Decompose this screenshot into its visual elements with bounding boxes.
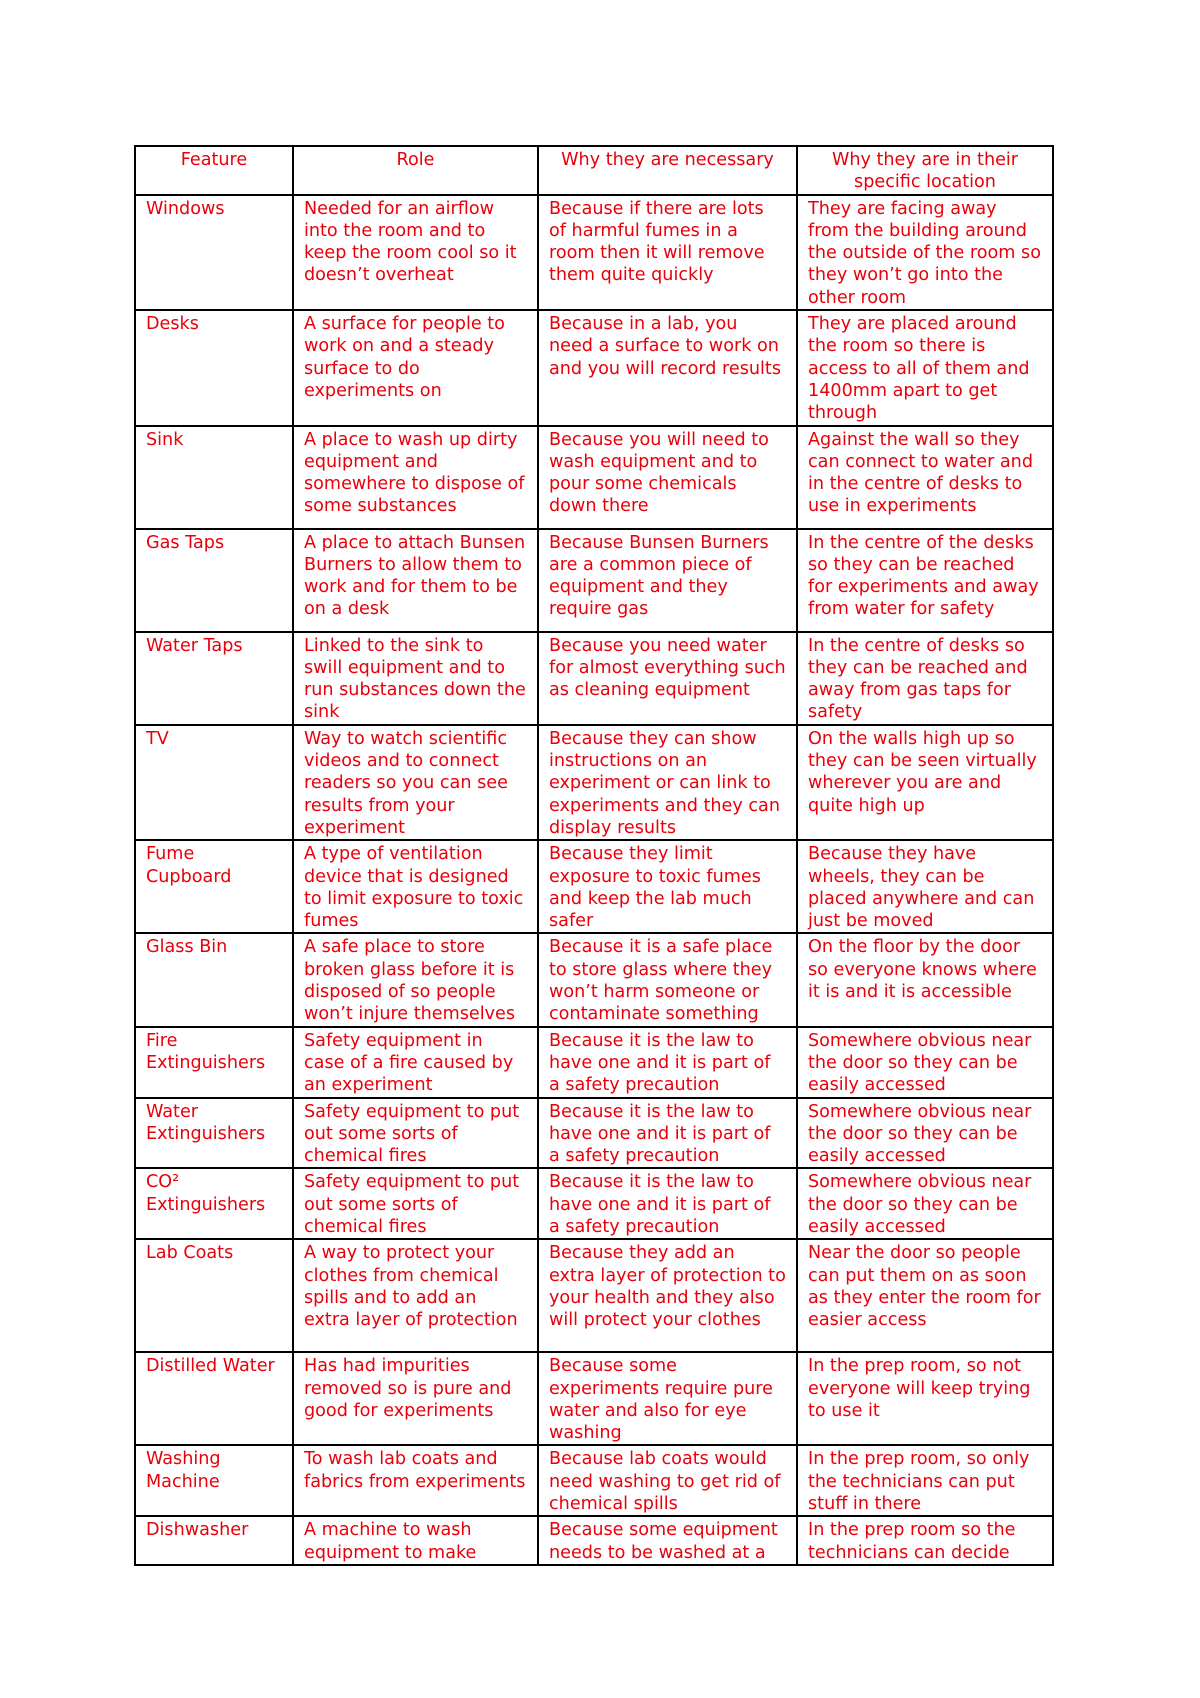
cell-necessary: Because some experiments require pure water and also for eye washing [538, 1352, 797, 1445]
cell-necessary: Because lab coats would need washing to get rid of chemical spills [538, 1445, 797, 1516]
cell-feature: Water Taps [135, 632, 293, 725]
cell-feature: Sink [135, 426, 293, 529]
cell-feature: Gas Taps [135, 529, 293, 632]
cell-feature: Lab Coats [135, 1239, 293, 1352]
cell-role: A way to protect your clothes from chemical spills and to add an extra layer of protection [293, 1239, 538, 1352]
cell-necessary: Because some equipment needs to be washed at a [538, 1516, 797, 1565]
header-why-necessary: Why they are necessary [538, 146, 797, 195]
table-row [135, 1352, 1053, 1445]
table-row [135, 1168, 1053, 1239]
table-row [135, 1027, 1053, 1098]
table-row [135, 725, 1053, 840]
cell-feature: Windows [135, 195, 293, 310]
cell-location: On the walls high up so they can be seen virtually wherever you are and quite high up [797, 725, 1053, 840]
cell-location: Against the wall so they can connect to water and in the centre of desks to use in experiments [797, 426, 1053, 529]
cell-role: A type of ventilation device that is designed to limit exposure to toxic fumes [293, 840, 538, 933]
table-row [135, 632, 1053, 725]
cell-location: On the floor by the door so everyone knows where it is and it is accessible [797, 933, 1053, 1026]
table-row [135, 840, 1053, 933]
cell-feature: Distilled Water [135, 1352, 293, 1445]
cell-location: Because they have wheels, they can be placed anywhere and can just be moved [797, 840, 1053, 933]
cell-necessary: Because you will need to wash equipment and to pour some chemicals down there [538, 426, 797, 529]
cell-necessary: Because in a lab, you need a surface to work on and you will record results [538, 310, 797, 425]
cell-location: Somewhere obvious near the door so they can be easily accessed [797, 1098, 1053, 1169]
cell-feature: Water Extinguishers [135, 1098, 293, 1169]
cell-feature: Dishwasher [135, 1516, 293, 1565]
cell-role: A place to wash up dirty equipment and somewhere to dispose of some substances [293, 426, 538, 529]
cell-feature: CO² Extinguishers [135, 1168, 293, 1239]
cell-location: In the prep room, so only the technicians can put stuff in there [797, 1445, 1053, 1516]
cell-role: Way to watch scientific videos and to connect readers so you can see results from your experiment [293, 725, 538, 840]
cell-location: In the centre of the desks so they can be reached for experiments and away from water for safety [797, 529, 1053, 632]
cell-feature: TV [135, 725, 293, 840]
cell-location: They are facing away from the building around the outside of the room so they won’t go into the other room [797, 195, 1053, 310]
cell-necessary: Because it is the law to have one and it is part of a safety precaution [538, 1098, 797, 1169]
cell-role: Needed for an airflow into the room and to keep the room cool so it doesn’t overheat [293, 195, 538, 310]
cell-location: In the prep room so the technicians can decide [797, 1516, 1053, 1565]
cell-feature: Glass Bin [135, 933, 293, 1026]
cell-location: In the centre of desks so they can be reached and away from gas taps for safety [797, 632, 1053, 725]
cell-role: A machine to wash equipment to make [293, 1516, 538, 1565]
header-role: Role [293, 146, 538, 195]
cell-location: In the prep room, so not everyone will keep trying to use it [797, 1352, 1053, 1445]
table-row [135, 195, 1053, 310]
cell-role: A place to attach Bunsen Burners to allow them to work and for them to be on a desk [293, 529, 538, 632]
cell-necessary: Because if there are lots of harmful fumes in a room then it will remove them quite quickly [538, 195, 797, 310]
header-why-location: Why they are in their specific location [797, 146, 1053, 195]
cell-role: Has had impurities removed so is pure and good for experiments [293, 1352, 538, 1445]
table-row [135, 1516, 1053, 1565]
cell-location: Somewhere obvious near the door so they can be easily accessed [797, 1027, 1053, 1098]
cell-role: Safety equipment to put out some sorts of chemical fires [293, 1168, 538, 1239]
cell-necessary: Because it is the law to have one and it is part of a safety precaution [538, 1027, 797, 1098]
cell-necessary: Because Bunsen Burners are a common piece of equipment and they require gas [538, 529, 797, 632]
table-row [135, 1098, 1053, 1169]
cell-role: Safety equipment in case of a fire caused by an experiment [293, 1027, 538, 1098]
cell-necessary: Because you need water for almost everything such as cleaning equipment [538, 632, 797, 725]
table-row [135, 933, 1053, 1026]
table-row [135, 310, 1053, 425]
cell-necessary: Because they limit exposure to toxic fumes and keep the lab much safer [538, 840, 797, 933]
table-row [135, 1445, 1053, 1516]
cell-role: Safety equipment to put out some sorts of chemical fires [293, 1098, 538, 1169]
cell-location: They are placed around the room so there is access to all of them and 1400mm apart to get through [797, 310, 1053, 425]
cell-role: A surface for people to work on and a steady surface to do experiments on [293, 310, 538, 425]
cell-location: Near the door so people can put them on as soon as they enter the room for easier access [797, 1239, 1053, 1352]
table-header-row [135, 146, 1053, 195]
cell-role: Linked to the sink to swill equipment and to run substances down the sink [293, 632, 538, 725]
header-feature: Feature [135, 146, 293, 195]
cell-necessary: Because it is a safe place to store glass where they won’t harm someone or contaminate something [538, 933, 797, 1026]
cell-location: Somewhere obvious near the door so they can be easily accessed [797, 1168, 1053, 1239]
table-row [135, 426, 1053, 529]
cell-feature: Desks [135, 310, 293, 425]
table-row [135, 529, 1053, 632]
cell-feature: Fume Cupboard [135, 840, 293, 933]
cell-role: A safe place to store broken glass before it is disposed of so people won’t injure themselves [293, 933, 538, 1026]
cell-feature: Fire Extinguishers [135, 1027, 293, 1098]
cell-role: To wash lab coats and fabrics from experiments [293, 1445, 538, 1516]
lab-features-table [134, 145, 1054, 1566]
cell-necessary: Because they add an extra layer of protection to your health and they also will protect your clothes [538, 1239, 797, 1352]
cell-feature: Washing Machine [135, 1445, 293, 1516]
cell-necessary: Because they can show instructions on an experiment or can link to experiments and they can display results [538, 725, 797, 840]
cell-necessary: Because it is the law to have one and it is part of a safety precaution [538, 1168, 797, 1239]
table-row [135, 1239, 1053, 1352]
